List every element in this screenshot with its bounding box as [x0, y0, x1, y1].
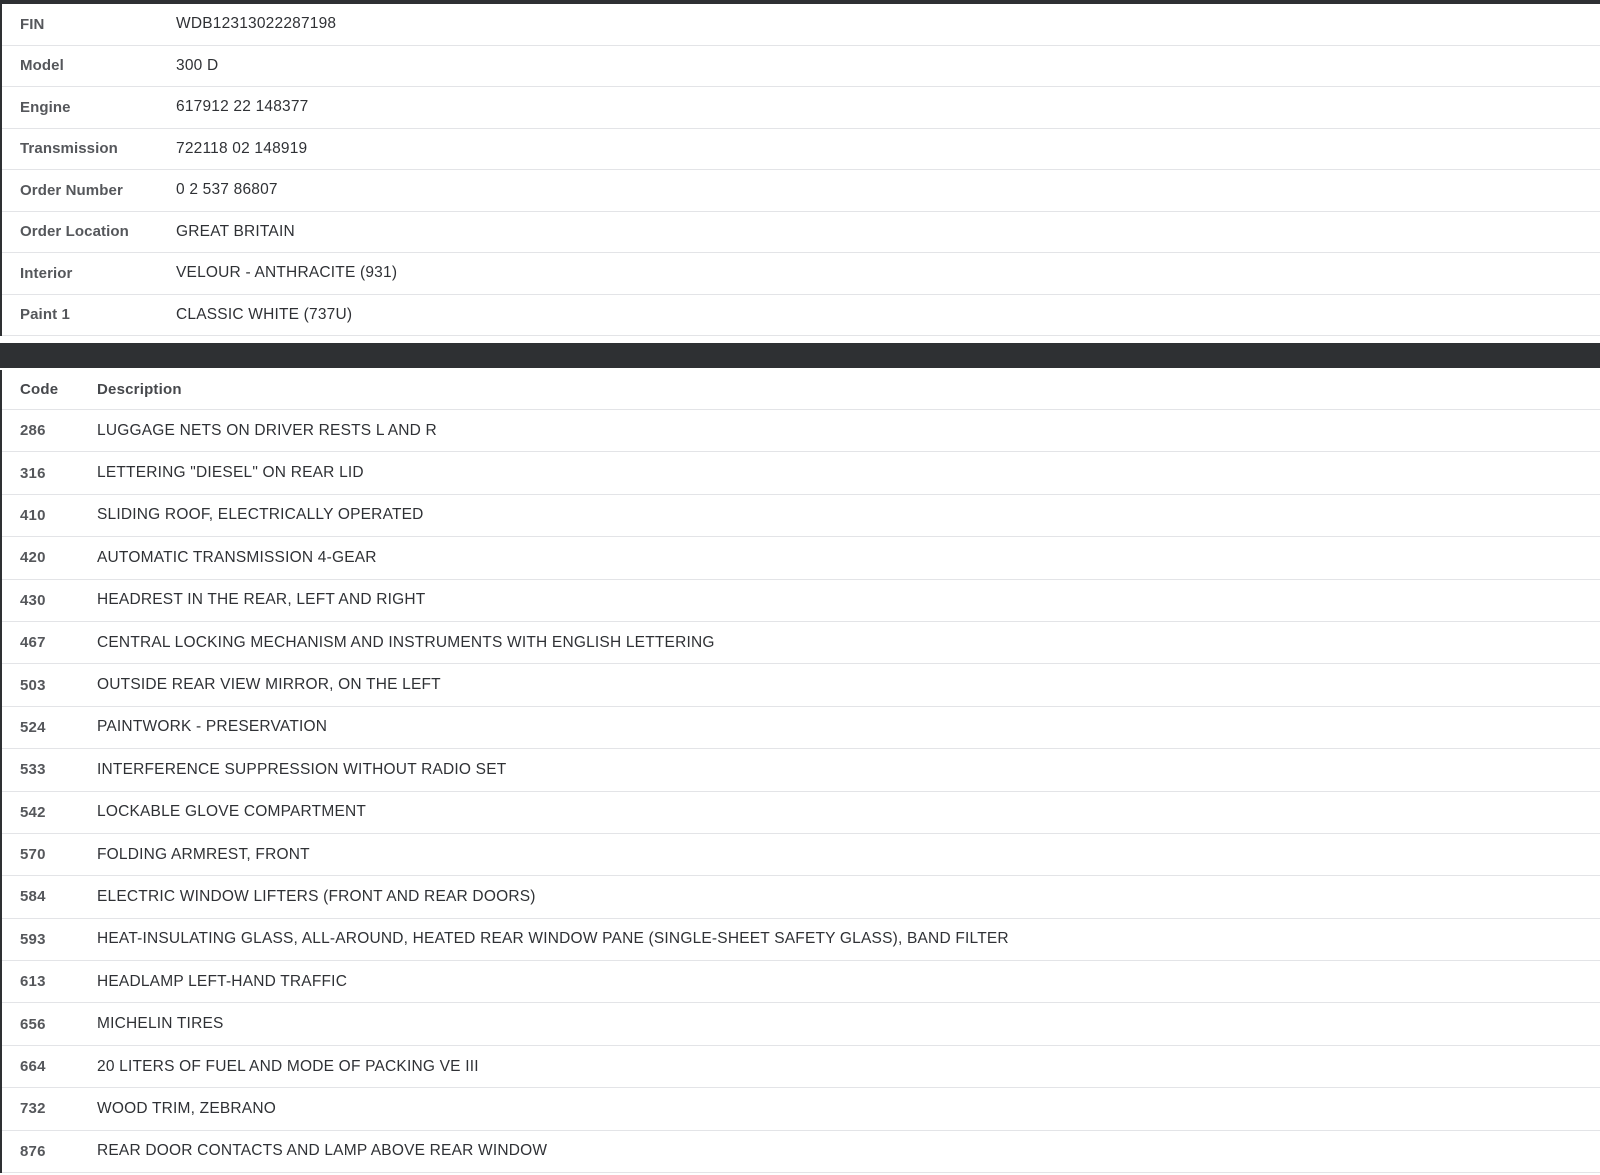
description-cell: 20 LITERS OF FUEL AND MODE OF PACKING VE III	[97, 1057, 479, 1075]
equipment-codes-table	[0, 370, 1600, 1173]
info-value: GREAT BRITAIN	[176, 222, 295, 240]
codes-table-body	[2, 410, 1600, 1173]
code-cell: 542	[20, 803, 46, 821]
description-cell: MICHELIN TIRES	[97, 1015, 224, 1033]
vehicle-info-table	[0, 4, 1600, 336]
description-cell: CENTRAL LOCKING MECHANISM AND INSTRUMENTS WITH ENGLISH LETTERING	[97, 633, 715, 651]
info-label: Order Number	[20, 181, 123, 199]
table-row	[2, 1046, 1600, 1088]
info-value: 300 D	[176, 56, 219, 74]
description-cell: HEADLAMP LEFT-HAND TRAFFIC	[97, 972, 348, 990]
table-row	[2, 537, 1600, 579]
description-cell: ELECTRIC WINDOW LIFTERS (FRONT AND REAR DOORS)	[97, 887, 536, 905]
info-label: Paint 1	[20, 306, 70, 324]
info-value: 0 2 537 86807	[176, 181, 278, 199]
info-value: CLASSIC WHITE (737U)	[176, 305, 353, 323]
section-gap	[0, 336, 1600, 343]
code-cell: 430	[20, 591, 46, 609]
info-row	[2, 170, 1600, 212]
info-label: Engine	[20, 98, 71, 116]
description-cell: PAINTWORK - PRESERVATION	[97, 718, 328, 736]
code-cell: 584	[20, 888, 46, 906]
info-label: Transmission	[20, 140, 118, 158]
description-cell: HEAT-INSULATING GLASS, ALL-AROUND, HEATED REAR WINDOW PANE (SINGLE-SHEET SAFETY GLASS), BAND FILTER	[97, 930, 1009, 948]
info-row	[2, 46, 1600, 88]
description-cell: INTERFERENCE SUPPRESSION WITHOUT RADIO SET	[97, 760, 507, 778]
table-row	[2, 749, 1600, 791]
code-cell: 467	[20, 634, 46, 652]
description-cell: LUGGAGE NETS ON DRIVER RESTS L AND R	[97, 421, 437, 439]
code-column-header: Code	[20, 381, 59, 398]
info-label: Order Location	[20, 223, 129, 241]
code-cell: 316	[20, 464, 46, 482]
table-row	[2, 707, 1600, 749]
code-cell: 732	[20, 1100, 46, 1118]
info-row	[2, 87, 1600, 129]
description-cell: FOLDING ARMREST, FRONT	[97, 845, 310, 863]
code-cell: 593	[20, 930, 46, 948]
table-row	[2, 452, 1600, 494]
description-cell: WOOD TRIM, ZEBRANO	[97, 1099, 276, 1117]
description-column-header: Description	[97, 381, 182, 398]
codes-table-header	[2, 370, 1600, 410]
code-cell: 524	[20, 718, 46, 736]
info-row	[2, 4, 1600, 46]
table-row	[2, 834, 1600, 876]
code-cell: 570	[20, 846, 46, 864]
code-cell: 503	[20, 676, 46, 694]
info-row	[2, 129, 1600, 171]
code-cell: 664	[20, 1058, 46, 1076]
code-cell: 656	[20, 1015, 46, 1033]
table-row	[2, 919, 1600, 961]
table-row	[2, 876, 1600, 918]
description-cell: LETTERING "DIESEL" ON REAR LID	[97, 464, 364, 482]
description-cell: OUTSIDE REAR VIEW MIRROR, ON THE LEFT	[97, 676, 441, 694]
info-row	[2, 295, 1600, 337]
table-row	[2, 622, 1600, 664]
info-row	[2, 212, 1600, 254]
info-value: 617912 22 148377	[176, 98, 309, 116]
info-value: WDB12313022287198	[176, 15, 337, 33]
info-value: 722118 02 148919	[176, 139, 308, 157]
code-cell: 420	[20, 549, 46, 567]
description-cell: HEADREST IN THE REAR, LEFT AND RIGHT	[97, 591, 426, 609]
code-cell: 876	[20, 1142, 46, 1160]
table-row	[2, 580, 1600, 622]
description-cell: SLIDING ROOF, ELECTRICALLY OPERATED	[97, 506, 424, 524]
table-row	[2, 792, 1600, 834]
info-label: Interior	[20, 264, 73, 282]
table-row	[2, 664, 1600, 706]
info-value: VELOUR - ANTHRACITE (931)	[176, 264, 398, 282]
section-divider-bar	[0, 343, 1600, 368]
description-cell: REAR DOOR CONTACTS AND LAMP ABOVE REAR WINDOW	[97, 1142, 548, 1160]
code-cell: 613	[20, 973, 46, 991]
code-cell: 533	[20, 761, 46, 779]
code-cell: 410	[20, 506, 46, 524]
table-row	[2, 1003, 1600, 1045]
info-label: FIN	[20, 15, 45, 33]
table-row	[2, 495, 1600, 537]
info-label: Model	[20, 57, 64, 75]
table-row	[2, 1088, 1600, 1130]
table-row	[2, 410, 1600, 452]
code-cell: 286	[20, 422, 46, 440]
info-row	[2, 253, 1600, 295]
table-row	[2, 1131, 1600, 1173]
description-cell: LOCKABLE GLOVE COMPARTMENT	[97, 803, 367, 821]
table-row	[2, 961, 1600, 1003]
description-cell: AUTOMATIC TRANSMISSION 4-GEAR	[97, 548, 377, 566]
